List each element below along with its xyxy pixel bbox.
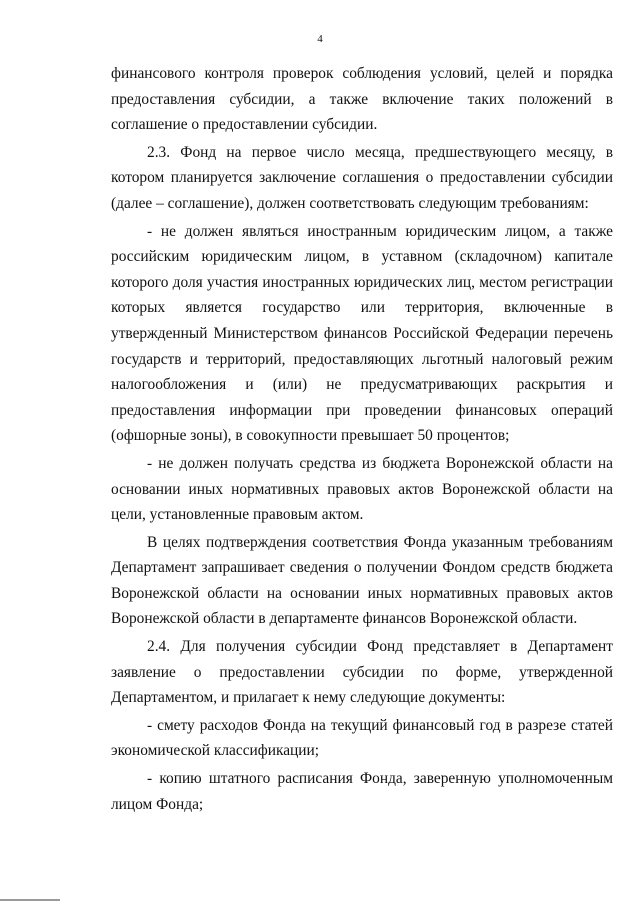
- paragraph-requirement-budget-funds: - не должен получать средства из бюджета Воронежской области на основании иных нормативных правовых актов Воронежской области на цели, установленные правовым актом.: [111, 454, 613, 524]
- page-number: 4: [317, 33, 323, 45]
- paragraph-2-4: 2.4. Для получения субсидии Фонд представляет в Департамент заявление о предоставлении субсидии по форме, утвержденной Департаментом, и прилагает к нему следующие документы:: [111, 638, 613, 707]
- paragraph-continuation: финансового контроля проверок соблюдения условий, целей и порядка предоставления субсидии, а также включение таких положений в соглашение о предоставлении субсидии.: [111, 65, 613, 134]
- paragraph-requirement-foreign-entity: - не должен являться иностранным юридическим лицом, а также российским юридическим лицом, в уставном (складочном) капитале которого доля участия иностранных юридических лиц, местом регистрации которых является государство или территория, включенные в утвержденный Министерством финансов Российской Федерации перечень государств и территорий, предоставляющих льготный налоговый режим налогообложения и (или) не предусматривающих раскрытия и предоставления информации при проведении финансовых операций (офшорные зоны), в совокупности превышает 50 процентов;: [111, 222, 613, 445]
- document-body: [111, 61, 613, 819]
- paragraph-2-3: 2.3. Фонд на первое число месяца, предшествующего месяцу, в котором планируется заключение соглашения о предоставлении субсидии (далее – соглашение), должен соответствовать следующим требованиям:: [111, 143, 613, 212]
- paragraph-document-estimate: - смету расходов Фонда на текущий финансовый год в разрезе статей экономической классификации;: [111, 716, 613, 760]
- paragraph-verification: В целях подтверждения соответствия Фонда указанным требованиям Департамент запрашивает сведения о получении Фондом средств бюджета Воронежской области на основании иных нормативных правовых актов Воронежской области в департаменте финансов Воронежской области.: [111, 533, 613, 628]
- paragraph-document-staff-schedule: - копию штатного расписания Фонда, заверенную уполномоченным лицом Фонда;: [111, 770, 613, 813]
